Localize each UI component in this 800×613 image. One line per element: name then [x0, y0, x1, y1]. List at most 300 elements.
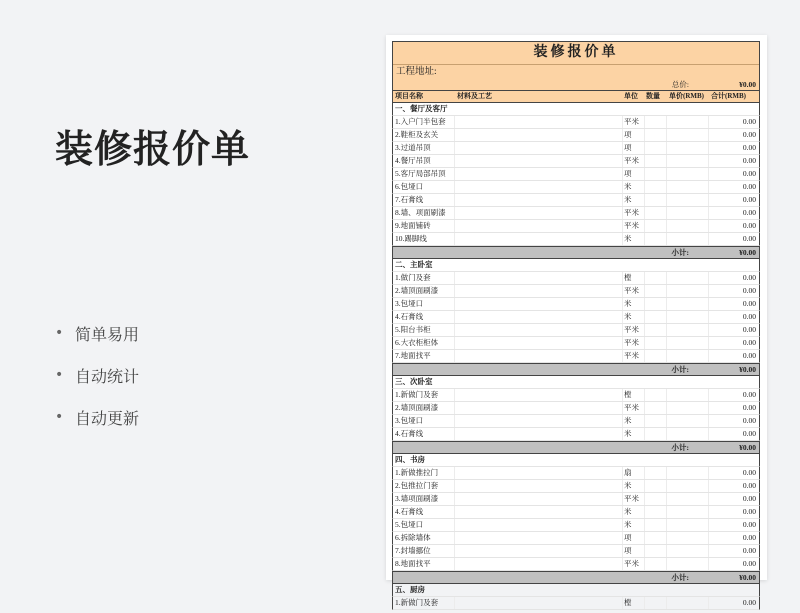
- amount-cell: 0.00: [742, 299, 756, 308]
- table-row: [392, 428, 760, 441]
- table-row: [392, 168, 760, 181]
- item-name-cell: 2.包推拉门套: [395, 481, 439, 490]
- item-name-cell: 3.墙项面刷漆: [395, 494, 439, 503]
- item-name-cell: 2.墙顶面刷漆: [395, 403, 439, 412]
- cell-divider: [666, 415, 667, 427]
- item-name-cell: 4.石膏线: [395, 429, 424, 438]
- cell-divider: [622, 532, 623, 544]
- feature-label: 简单易用: [75, 324, 140, 344]
- amount-cell: 0.00: [742, 143, 756, 152]
- section-header: 五、厨房: [392, 584, 760, 597]
- cell-divider: [708, 298, 709, 310]
- unit-cell: 平米: [624, 403, 639, 412]
- feature-item: [55, 396, 139, 438]
- cell-divider: [454, 467, 455, 479]
- cell-divider: [708, 285, 709, 297]
- cell-divider: [644, 220, 645, 232]
- cell-divider: [708, 506, 709, 518]
- cell-divider: [708, 207, 709, 219]
- table-row: [392, 298, 760, 311]
- unit-cell: 平米: [624, 338, 639, 347]
- cell-divider: [666, 155, 667, 167]
- amount-cell: 0.00: [742, 494, 756, 503]
- cell-divider: [644, 350, 645, 362]
- cell-divider: [454, 337, 455, 349]
- cell-divider: [708, 129, 709, 141]
- cell-divider: [454, 493, 455, 505]
- cell-divider: [708, 311, 709, 323]
- cell-divider: [622, 285, 623, 297]
- cell-divider: [666, 402, 667, 414]
- table-row: [392, 389, 760, 402]
- cell-divider: [454, 298, 455, 310]
- item-name-cell: 2.鞋柜及玄关: [395, 130, 439, 139]
- bullet-icon: •: [55, 367, 64, 383]
- cell-divider: [622, 493, 623, 505]
- unit-cell: 平米: [624, 286, 639, 295]
- subtotal-row: [392, 571, 760, 584]
- unit-cell: 平米: [624, 117, 639, 126]
- amount-cell: 0.00: [742, 286, 756, 295]
- cell-divider: [666, 129, 667, 141]
- cell-divider: [644, 337, 645, 349]
- cell-divider: [644, 519, 645, 531]
- amount-cell: 0.00: [742, 507, 756, 516]
- cell-divider: [454, 519, 455, 531]
- unit-cell: 平米: [624, 208, 639, 217]
- cell-divider: [454, 389, 455, 401]
- cell-divider: [622, 298, 623, 310]
- cell-divider: [708, 467, 709, 479]
- subtotal-row: [392, 441, 760, 454]
- cell-divider: [666, 532, 667, 544]
- cell-divider: [622, 142, 623, 154]
- unit-cell: 平米: [624, 325, 639, 334]
- subtotal-label: 小计:: [671, 248, 689, 257]
- cell-divider: [666, 389, 667, 401]
- cell-divider: [622, 168, 623, 180]
- bullet-icon: •: [55, 409, 64, 425]
- cell-divider: [622, 181, 623, 193]
- cell-divider: [644, 480, 645, 492]
- amount-cell: 0.00: [742, 481, 756, 490]
- cell-divider: [666, 480, 667, 492]
- amount-cell: 0.00: [742, 559, 756, 568]
- unit-cell: 平米: [624, 351, 639, 360]
- cell-divider: [666, 181, 667, 193]
- cell-divider: [622, 311, 623, 323]
- cell-divider: [644, 506, 645, 518]
- cell-divider: [622, 506, 623, 518]
- cell-divider: [666, 220, 667, 232]
- item-name-cell: 5.阳台书柜: [395, 325, 431, 334]
- cell-divider: [666, 506, 667, 518]
- col-qty: 数量: [646, 92, 660, 100]
- cell-divider: [622, 350, 623, 362]
- cell-divider: [644, 558, 645, 570]
- cell-divider: [644, 311, 645, 323]
- section-header: 三、次卧室: [392, 376, 760, 389]
- bullet-icon: •: [55, 325, 64, 341]
- item-name-cell: 7.石膏线: [395, 195, 424, 204]
- item-name-cell: 5.包垭口: [395, 520, 424, 529]
- sheet-body: [392, 103, 760, 610]
- cell-divider: [622, 129, 623, 141]
- cell-divider: [622, 558, 623, 570]
- table-row: [392, 545, 760, 558]
- table-row: [392, 597, 760, 610]
- cell-divider: [666, 597, 667, 609]
- unit-cell: 米: [624, 299, 632, 308]
- feature-label: 自动统计: [75, 366, 140, 386]
- cell-divider: [454, 129, 455, 141]
- cell-divider: [666, 168, 667, 180]
- cell-divider: [666, 207, 667, 219]
- table-row: [392, 506, 760, 519]
- cell-divider: [708, 220, 709, 232]
- unit-cell: 平米: [624, 221, 639, 230]
- cell-divider: [666, 272, 667, 284]
- subtotal-row: [392, 246, 760, 259]
- total-value: ¥0.00: [739, 80, 756, 89]
- col-sum: 合计(RMB): [711, 92, 746, 100]
- table-row: [392, 337, 760, 350]
- cell-divider: [622, 194, 623, 206]
- table-row: [392, 116, 760, 129]
- unit-cell: 扇: [624, 468, 632, 477]
- cell-divider: [644, 532, 645, 544]
- unit-cell: 樘: [624, 598, 632, 607]
- table-row: [392, 207, 760, 220]
- table-row: [392, 181, 760, 194]
- cell-divider: [454, 545, 455, 557]
- subtotal-label: 小计:: [671, 573, 689, 582]
- cell-divider: [622, 220, 623, 232]
- amount-cell: 0.00: [742, 182, 756, 191]
- total-row: [393, 79, 759, 90]
- item-name-cell: 1.做门及套: [395, 273, 431, 282]
- cell-divider: [644, 545, 645, 557]
- unit-cell: 米: [624, 507, 632, 516]
- cell-divider: [454, 194, 455, 206]
- sheet-title: 装修报价单: [393, 42, 759, 65]
- table-row: [392, 311, 760, 324]
- col-unit: 单位: [624, 92, 638, 100]
- cell-divider: [454, 142, 455, 154]
- cell-divider: [454, 324, 455, 336]
- item-name-cell: 1.入户门半包套: [395, 117, 446, 126]
- column-headers: [393, 90, 759, 102]
- cell-divider: [622, 480, 623, 492]
- table-row: [392, 402, 760, 415]
- cell-divider: [666, 324, 667, 336]
- cell-divider: [666, 233, 667, 245]
- cell-divider: [454, 415, 455, 427]
- amount-cell: 0.00: [742, 351, 756, 360]
- cell-divider: [454, 116, 455, 128]
- cell-divider: [708, 350, 709, 362]
- cell-divider: [708, 337, 709, 349]
- amount-cell: 0.00: [742, 520, 756, 529]
- cell-divider: [644, 168, 645, 180]
- cell-divider: [666, 428, 667, 440]
- cell-divider: [708, 181, 709, 193]
- table-row: [392, 480, 760, 493]
- cell-divider: [454, 220, 455, 232]
- item-name-cell: 9.地面铺砖: [395, 221, 431, 230]
- feature-item: [55, 354, 139, 396]
- cell-divider: [454, 597, 455, 609]
- cell-divider: [622, 272, 623, 284]
- amount-cell: 0.00: [742, 338, 756, 347]
- cell-divider: [644, 129, 645, 141]
- unit-cell: 米: [624, 416, 632, 425]
- cell-divider: [622, 207, 623, 219]
- feature-list: [55, 312, 139, 438]
- unit-cell: 米: [624, 234, 632, 243]
- cell-divider: [622, 545, 623, 557]
- cell-divider: [622, 116, 623, 128]
- cell-divider: [708, 493, 709, 505]
- unit-cell: 米: [624, 195, 632, 204]
- total-label: 总价:: [671, 80, 689, 89]
- unit-cell: 米: [624, 520, 632, 529]
- section-header: 一、餐厅及客厅: [392, 103, 760, 116]
- cell-divider: [708, 415, 709, 427]
- promo-title: 装修报价单: [55, 127, 251, 171]
- amount-cell: 0.00: [742, 234, 756, 243]
- amount-cell: 0.00: [742, 403, 756, 412]
- cell-divider: [622, 389, 623, 401]
- cell-divider: [644, 415, 645, 427]
- table-row: [392, 350, 760, 363]
- unit-cell: 项: [624, 130, 632, 139]
- cell-divider: [644, 207, 645, 219]
- cell-divider: [454, 207, 455, 219]
- amount-cell: 0.00: [742, 390, 756, 399]
- cell-divider: [666, 467, 667, 479]
- item-name-cell: 5.客厅局部吊顶: [395, 169, 446, 178]
- unit-cell: 米: [624, 182, 632, 191]
- cell-divider: [708, 480, 709, 492]
- amount-cell: 0.00: [742, 416, 756, 425]
- cell-divider: [454, 428, 455, 440]
- unit-cell: 平米: [624, 494, 639, 503]
- cell-divider: [454, 311, 455, 323]
- cell-divider: [666, 545, 667, 557]
- amount-cell: 0.00: [742, 312, 756, 321]
- cell-divider: [644, 402, 645, 414]
- subtotal-value: ¥0.00: [739, 443, 756, 452]
- cell-divider: [644, 324, 645, 336]
- unit-cell: 项: [624, 143, 632, 152]
- amount-cell: 0.00: [742, 208, 756, 217]
- amount-cell: 0.00: [742, 429, 756, 438]
- cell-divider: [622, 415, 623, 427]
- item-name-cell: 3.包垭口: [395, 299, 424, 308]
- col-price: 单价(RMB): [669, 92, 704, 100]
- cell-divider: [622, 402, 623, 414]
- item-name-cell: 4.石膏线: [395, 507, 424, 516]
- cell-divider: [644, 493, 645, 505]
- cell-divider: [666, 337, 667, 349]
- amount-cell: 0.00: [742, 130, 756, 139]
- item-name-cell: 1.新做推拉门: [395, 468, 439, 477]
- item-name-cell: 3.包垭口: [395, 416, 424, 425]
- table-row: [392, 493, 760, 506]
- cell-divider: [644, 233, 645, 245]
- table-row: [392, 194, 760, 207]
- amount-cell: 0.00: [742, 468, 756, 477]
- cell-divider: [454, 285, 455, 297]
- subtotal-row: [392, 363, 760, 376]
- cell-divider: [708, 558, 709, 570]
- table-row: [392, 155, 760, 168]
- table-row: [392, 272, 760, 285]
- subtotal-value: ¥0.00: [739, 573, 756, 582]
- cell-divider: [708, 545, 709, 557]
- item-name-cell: 6.大衣柜柜体: [395, 338, 439, 347]
- table-row: [392, 233, 760, 246]
- item-name-cell: 6.拆除墙体: [395, 533, 431, 542]
- cell-divider: [622, 233, 623, 245]
- subtotal-value: ¥0.00: [739, 365, 756, 374]
- cell-divider: [708, 324, 709, 336]
- amount-cell: 0.00: [742, 325, 756, 334]
- unit-cell: 项: [624, 533, 632, 542]
- amount-cell: 0.00: [742, 169, 756, 178]
- unit-cell: 米: [624, 312, 632, 321]
- item-name-cell: 4.石膏线: [395, 312, 424, 321]
- amount-cell: 0.00: [742, 598, 756, 607]
- item-name-cell: 7.封墙挪位: [395, 546, 431, 555]
- cell-divider: [708, 532, 709, 544]
- item-name-cell: 8.地面找平: [395, 559, 431, 568]
- cell-divider: [666, 285, 667, 297]
- cell-divider: [644, 467, 645, 479]
- cell-divider: [454, 350, 455, 362]
- cell-divider: [666, 194, 667, 206]
- cell-divider: [666, 311, 667, 323]
- cell-divider: [708, 194, 709, 206]
- quote-sheet: [392, 41, 760, 610]
- cell-divider: [644, 155, 645, 167]
- cell-divider: [454, 402, 455, 414]
- cell-divider: [454, 233, 455, 245]
- table-row: [392, 324, 760, 337]
- unit-cell: 米: [624, 481, 632, 490]
- cell-divider: [666, 558, 667, 570]
- item-name-cell: 2.墙顶面刷漆: [395, 286, 439, 295]
- amount-cell: 0.00: [742, 156, 756, 165]
- cell-divider: [454, 168, 455, 180]
- item-name-cell: 7.地面找平: [395, 351, 431, 360]
- cell-divider: [666, 519, 667, 531]
- item-name-cell: 4.餐厅吊顶: [395, 156, 431, 165]
- cell-divider: [622, 324, 623, 336]
- cell-divider: [708, 155, 709, 167]
- address-label: 工程地址:: [396, 67, 437, 77]
- amount-cell: 0.00: [742, 273, 756, 282]
- cell-divider: [622, 519, 623, 531]
- cell-divider: [666, 298, 667, 310]
- table-row: [392, 558, 760, 571]
- sheet-header: [392, 41, 760, 103]
- cell-divider: [454, 272, 455, 284]
- unit-cell: 平米: [624, 156, 639, 165]
- cell-divider: [622, 337, 623, 349]
- cell-divider: [454, 558, 455, 570]
- table-row: [392, 220, 760, 233]
- cell-divider: [644, 428, 645, 440]
- item-name-cell: 3.过道吊顶: [395, 143, 431, 152]
- amount-cell: 0.00: [742, 195, 756, 204]
- cell-divider: [708, 389, 709, 401]
- cell-divider: [666, 142, 667, 154]
- unit-cell: 平米: [624, 559, 639, 568]
- amount-cell: 0.00: [742, 221, 756, 230]
- cell-divider: [708, 428, 709, 440]
- table-row: [392, 415, 760, 428]
- cell-divider: [708, 116, 709, 128]
- feature-item: [55, 312, 139, 354]
- amount-cell: 0.00: [742, 546, 756, 555]
- cell-divider: [454, 181, 455, 193]
- cell-divider: [644, 597, 645, 609]
- table-row: [392, 467, 760, 480]
- unit-cell: 米: [624, 429, 632, 438]
- unit-cell: 樘: [624, 390, 632, 399]
- cell-divider: [622, 597, 623, 609]
- cell-divider: [644, 181, 645, 193]
- table-row: [392, 532, 760, 545]
- cell-divider: [708, 168, 709, 180]
- quote-sheet-preview: [386, 35, 767, 607]
- cell-divider: [454, 155, 455, 167]
- cell-divider: [708, 272, 709, 284]
- cell-divider: [644, 272, 645, 284]
- unit-cell: 项: [624, 169, 632, 178]
- cell-divider: [666, 350, 667, 362]
- cell-divider: [708, 142, 709, 154]
- cell-divider: [454, 506, 455, 518]
- item-name-cell: 10.踢脚线: [395, 234, 427, 243]
- cell-divider: [666, 116, 667, 128]
- cell-divider: [454, 532, 455, 544]
- table-row: [392, 519, 760, 532]
- cell-divider: [622, 155, 623, 167]
- item-name-cell: 1.新做门及套: [395, 390, 439, 399]
- section-header: 四、书房: [392, 454, 760, 467]
- item-name-cell: 8.墙、项面刷漆: [395, 208, 446, 217]
- section-header: 二、主卧室: [392, 259, 760, 272]
- cell-divider: [708, 597, 709, 609]
- cell-divider: [644, 116, 645, 128]
- subtotal-value: ¥0.00: [739, 248, 756, 257]
- unit-cell: 樘: [624, 273, 632, 282]
- table-row: [392, 285, 760, 298]
- cell-divider: [644, 389, 645, 401]
- amount-cell: 0.00: [742, 117, 756, 126]
- cell-divider: [622, 428, 623, 440]
- cell-divider: [708, 519, 709, 531]
- subtotal-label: 小计:: [671, 443, 689, 452]
- cell-divider: [644, 298, 645, 310]
- item-name-cell: 6.包垭口: [395, 182, 424, 191]
- cell-divider: [708, 233, 709, 245]
- cell-divider: [644, 194, 645, 206]
- amount-cell: 0.00: [742, 533, 756, 542]
